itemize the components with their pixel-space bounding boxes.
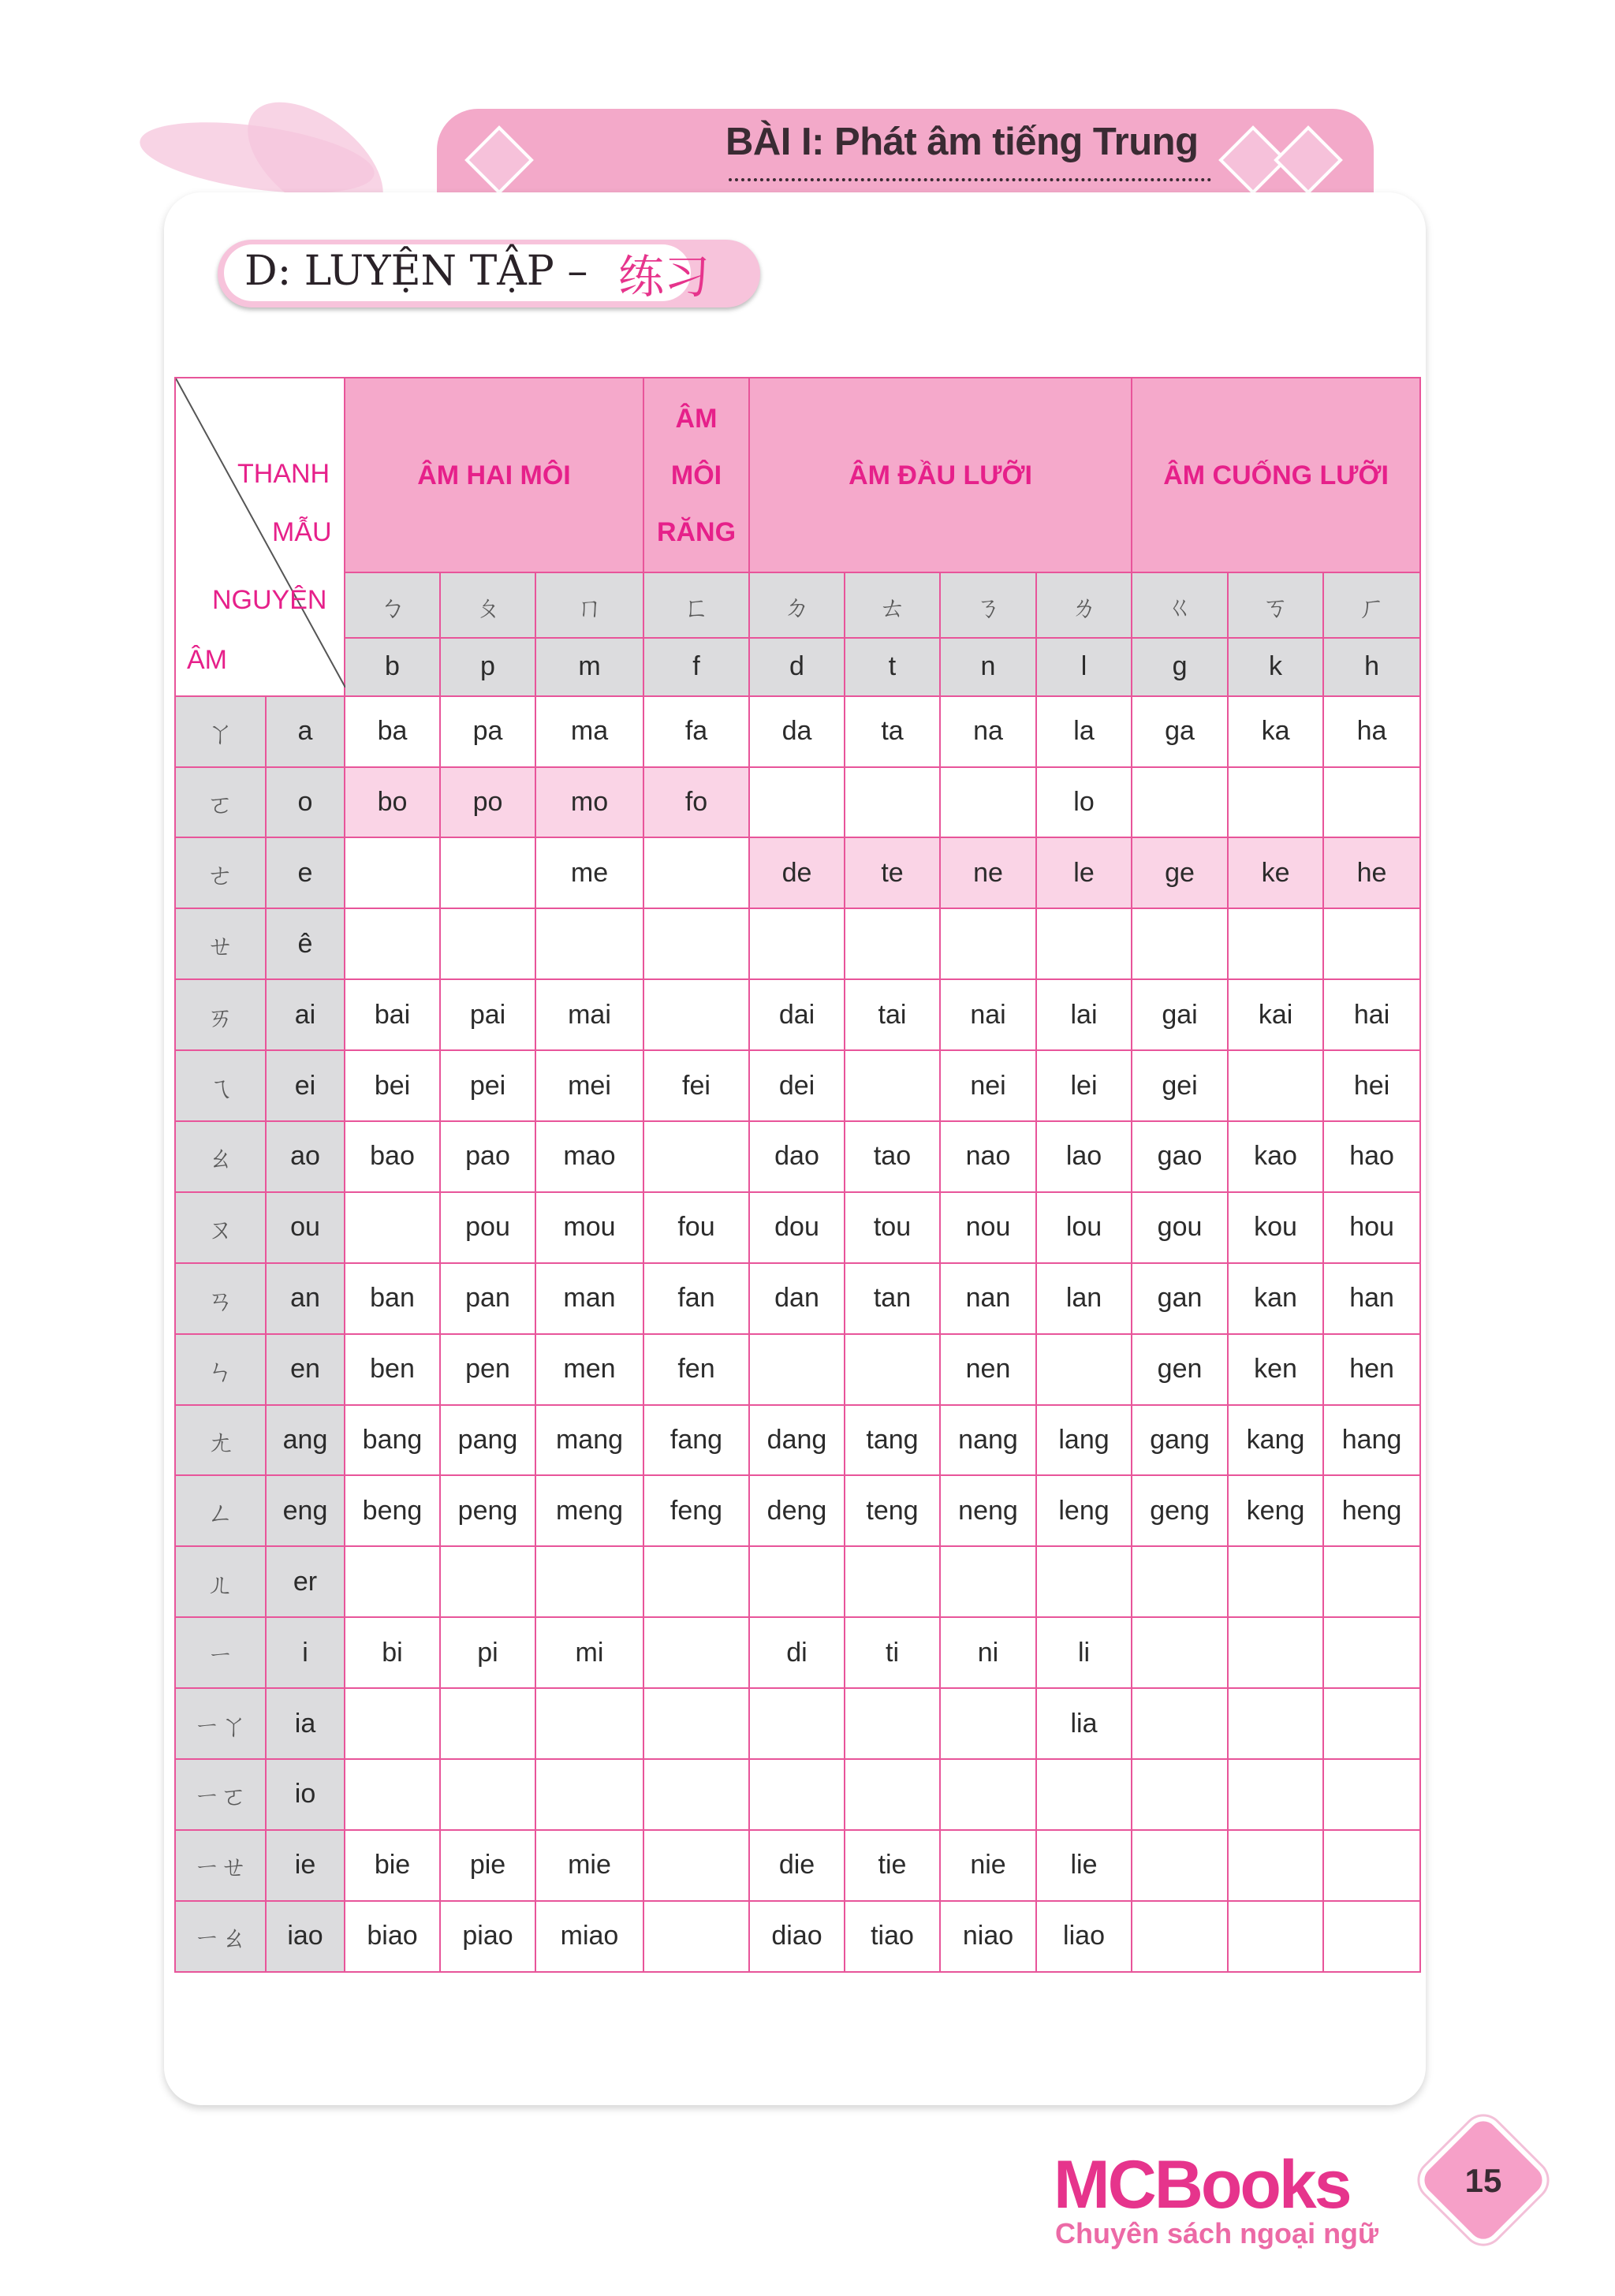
syllable-cell: nao bbox=[940, 1121, 1036, 1192]
syllable-cell: neng bbox=[940, 1475, 1036, 1546]
syllable-cell: ba bbox=[345, 696, 440, 767]
syllable-cell bbox=[535, 1759, 643, 1830]
syllable-cell: ha bbox=[1323, 696, 1420, 767]
syllable-cell: bang bbox=[345, 1405, 440, 1476]
syllable-cell: nai bbox=[940, 979, 1036, 1050]
syllable-cell bbox=[535, 908, 643, 979]
syllable-cell: tan bbox=[845, 1263, 940, 1334]
syllable-cell bbox=[749, 1759, 845, 1830]
syllable-cell bbox=[749, 908, 845, 979]
syllable-cell: fen bbox=[643, 1334, 749, 1405]
syllable-cell bbox=[845, 1050, 940, 1121]
final-zhuyin-cell: ㄦ bbox=[175, 1546, 266, 1617]
final-pinyin-cell: ei bbox=[266, 1050, 345, 1121]
syllable-cell: lang bbox=[1036, 1405, 1132, 1476]
syllable-cell: kai bbox=[1228, 979, 1323, 1050]
syllable-cell bbox=[1323, 767, 1420, 838]
syllable-cell: piao bbox=[440, 1901, 535, 1972]
syllable-cell bbox=[1228, 1050, 1323, 1121]
syllable-cell bbox=[1228, 1759, 1323, 1830]
syllable-cell: lai bbox=[1036, 979, 1132, 1050]
initial-zhuyin-cell: ㄏ bbox=[1323, 572, 1420, 637]
syllable-cell: deng bbox=[749, 1475, 845, 1546]
initial-pinyin-cell: l bbox=[1036, 638, 1132, 696]
syllable-cell bbox=[749, 767, 845, 838]
initial-zhuyin-cell: ㄍ bbox=[1132, 572, 1228, 637]
final-pinyin-cell: i bbox=[266, 1617, 345, 1688]
syllable-cell: peng bbox=[440, 1475, 535, 1546]
syllable-cell: fei bbox=[643, 1050, 749, 1121]
syllable-cell bbox=[1228, 908, 1323, 979]
syllable-cell: bao bbox=[345, 1121, 440, 1192]
syllable-cell: da bbox=[749, 696, 845, 767]
syllable-cell: hao bbox=[1323, 1121, 1420, 1192]
initial-pinyin-cell: d bbox=[749, 638, 845, 696]
syllable-cell bbox=[1323, 1617, 1420, 1688]
syllable-cell bbox=[1036, 1334, 1132, 1405]
final-zhuyin-cell: ㄧㄛ bbox=[175, 1759, 266, 1830]
table-row bbox=[175, 767, 1420, 838]
syllable-cell: ni bbox=[940, 1617, 1036, 1688]
syllable-cell bbox=[1132, 1901, 1228, 1972]
syllable-cell bbox=[440, 837, 535, 908]
final-pinyin-cell: io bbox=[266, 1759, 345, 1830]
initial-zhuyin-cell: ㄅ bbox=[345, 572, 440, 637]
final-zhuyin-cell: ㄡ bbox=[175, 1192, 266, 1263]
syllable-cell: biao bbox=[345, 1901, 440, 1972]
syllable-cell: kao bbox=[1228, 1121, 1323, 1192]
final-pinyin-cell: ang bbox=[266, 1405, 345, 1476]
group-header-labiodental bbox=[643, 378, 749, 572]
syllable-cell: mai bbox=[535, 979, 643, 1050]
final-zhuyin-cell: ㄠ bbox=[175, 1121, 266, 1192]
initial-zhuyin-cell: ㄈ bbox=[643, 572, 749, 637]
syllable-cell: ga bbox=[1132, 696, 1228, 767]
syllable-cell bbox=[1323, 908, 1420, 979]
syllable-cell bbox=[643, 1617, 749, 1688]
publisher-logo: MCBooks bbox=[1054, 2147, 1350, 2223]
table-row bbox=[175, 1617, 1420, 1688]
syllable-cell bbox=[535, 1688, 643, 1759]
syllable-cell: ta bbox=[845, 696, 940, 767]
initial-zhuyin-cell: ㄎ bbox=[1228, 572, 1323, 637]
final-zhuyin-cell: ㄧㄚ bbox=[175, 1688, 266, 1759]
final-pinyin-cell: eng bbox=[266, 1475, 345, 1546]
initial-zhuyin-cell: ㄌ bbox=[1036, 572, 1132, 637]
syllable-cell: ti bbox=[845, 1617, 940, 1688]
syllable-cell: keng bbox=[1228, 1475, 1323, 1546]
title-dotted-underline bbox=[729, 178, 1211, 181]
syllable-cell bbox=[345, 1546, 440, 1617]
syllable-cell: mie bbox=[535, 1830, 643, 1901]
syllable-cell: fang bbox=[643, 1405, 749, 1476]
syllable-cell: tao bbox=[845, 1121, 940, 1192]
table-row bbox=[175, 979, 1420, 1050]
pinyin-combination-table bbox=[174, 377, 1421, 1973]
table-row bbox=[175, 1901, 1420, 1972]
initial-zhuyin-cell: ㄆ bbox=[440, 572, 535, 637]
table-row bbox=[175, 1405, 1420, 1476]
syllable-cell: fo bbox=[643, 767, 749, 838]
syllable-cell bbox=[1323, 1901, 1420, 1972]
syllable-cell: feng bbox=[643, 1475, 749, 1546]
syllable-cell: lie bbox=[1036, 1830, 1132, 1901]
syllable-cell bbox=[1323, 1688, 1420, 1759]
initial-pinyin-cell: h bbox=[1323, 638, 1420, 696]
syllable-cell: mang bbox=[535, 1405, 643, 1476]
initial-pinyin-cell: g bbox=[1132, 638, 1228, 696]
final-zhuyin-cell: ㄤ bbox=[175, 1405, 266, 1476]
syllable-cell bbox=[845, 908, 940, 979]
table-row bbox=[175, 908, 1420, 979]
group-header-labiodental-line2: MÔI bbox=[670, 460, 722, 490]
initial-pinyin-cell: p bbox=[440, 638, 535, 696]
syllable-cell bbox=[345, 837, 440, 908]
syllable-cell: man bbox=[535, 1263, 643, 1334]
syllable-cell: dou bbox=[749, 1192, 845, 1263]
syllable-cell: hei bbox=[1323, 1050, 1420, 1121]
syllable-cell: lei bbox=[1036, 1050, 1132, 1121]
syllable-cell: mi bbox=[535, 1617, 643, 1688]
syllable-cell: bie bbox=[345, 1830, 440, 1901]
group-header-labiodental-line1: ÂM bbox=[675, 403, 718, 434]
syllable-cell: gan bbox=[1132, 1263, 1228, 1334]
syllable-cell: gao bbox=[1132, 1121, 1228, 1192]
syllable-cell bbox=[440, 1688, 535, 1759]
initial-pinyin-cell: b bbox=[345, 638, 440, 696]
syllable-cell bbox=[845, 1546, 940, 1617]
final-pinyin-cell: ai bbox=[266, 979, 345, 1050]
syllable-cell: lou bbox=[1036, 1192, 1132, 1263]
syllable-cell: kang bbox=[1228, 1405, 1323, 1476]
syllable-cell bbox=[643, 979, 749, 1050]
syllable-cell: ne bbox=[940, 837, 1036, 908]
syllable-cell: leng bbox=[1036, 1475, 1132, 1546]
syllable-cell: hang bbox=[1323, 1405, 1420, 1476]
table-row bbox=[175, 1050, 1420, 1121]
syllable-cell: pai bbox=[440, 979, 535, 1050]
syllable-cell: teng bbox=[845, 1475, 940, 1546]
syllable-cell bbox=[643, 1546, 749, 1617]
syllable-cell bbox=[749, 1546, 845, 1617]
syllable-cell: kou bbox=[1228, 1192, 1323, 1263]
syllable-cell bbox=[1036, 908, 1132, 979]
syllable-cell bbox=[1228, 1830, 1323, 1901]
corner-label-nguyen: NGUYÊN bbox=[212, 585, 327, 615]
syllable-cell: pi bbox=[440, 1617, 535, 1688]
syllable-cell bbox=[643, 1121, 749, 1192]
syllable-cell: gang bbox=[1132, 1405, 1228, 1476]
syllable-cell bbox=[345, 1759, 440, 1830]
section-heading: D: LUYỆN TẬP – bbox=[244, 248, 588, 295]
syllable-cell: tiao bbox=[845, 1901, 940, 1972]
final-zhuyin-cell: ㄟ bbox=[175, 1050, 266, 1121]
syllable-cell bbox=[535, 1546, 643, 1617]
syllable-cell bbox=[1228, 1546, 1323, 1617]
table-row bbox=[175, 1263, 1420, 1334]
syllable-cell bbox=[440, 1546, 535, 1617]
syllable-cell bbox=[1323, 1759, 1420, 1830]
initial-pinyin-cell: f bbox=[643, 638, 749, 696]
final-zhuyin-cell: ㄜ bbox=[175, 837, 266, 908]
final-pinyin-cell: ou bbox=[266, 1192, 345, 1263]
syllable-cell bbox=[1228, 1901, 1323, 1972]
table-row bbox=[175, 1192, 1420, 1263]
table-row bbox=[175, 696, 1420, 767]
syllable-cell: dao bbox=[749, 1121, 845, 1192]
syllable-cell: nie bbox=[940, 1830, 1036, 1901]
final-zhuyin-cell: ㄝ bbox=[175, 908, 266, 979]
syllable-cell: dan bbox=[749, 1263, 845, 1334]
final-pinyin-cell: ia bbox=[266, 1688, 345, 1759]
table-row bbox=[175, 1546, 1420, 1617]
syllable-cell: ge bbox=[1132, 837, 1228, 908]
final-zhuyin-cell: ㄧㄠ bbox=[175, 1901, 266, 1972]
syllable-cell: na bbox=[940, 696, 1036, 767]
syllable-cell bbox=[940, 1688, 1036, 1759]
syllable-cell: pen bbox=[440, 1334, 535, 1405]
final-pinyin-cell: ao bbox=[266, 1121, 345, 1192]
syllable-cell: han bbox=[1323, 1263, 1420, 1334]
syllable-cell bbox=[345, 908, 440, 979]
syllable-cell bbox=[345, 1192, 440, 1263]
syllable-cell: pao bbox=[440, 1121, 535, 1192]
syllable-cell: de bbox=[749, 837, 845, 908]
syllable-cell: lo bbox=[1036, 767, 1132, 838]
syllable-cell bbox=[845, 1759, 940, 1830]
syllable-cell bbox=[749, 1334, 845, 1405]
final-zhuyin-cell: ㄥ bbox=[175, 1475, 266, 1546]
initial-zhuyin-cell: ㄊ bbox=[845, 572, 940, 637]
initial-pinyin-cell: t bbox=[845, 638, 940, 696]
final-zhuyin-cell: ㄧ bbox=[175, 1617, 266, 1688]
syllable-cell: hai bbox=[1323, 979, 1420, 1050]
syllable-cell bbox=[1036, 1759, 1132, 1830]
final-zhuyin-cell: ㄢ bbox=[175, 1263, 266, 1334]
syllable-cell bbox=[1228, 1688, 1323, 1759]
syllable-cell: miao bbox=[535, 1901, 643, 1972]
syllable-cell bbox=[1228, 1617, 1323, 1688]
syllable-cell bbox=[345, 1688, 440, 1759]
syllable-cell: niao bbox=[940, 1901, 1036, 1972]
table-row bbox=[175, 1830, 1420, 1901]
syllable-cell: gou bbox=[1132, 1192, 1228, 1263]
syllable-cell: po bbox=[440, 767, 535, 838]
table-row bbox=[175, 1475, 1420, 1546]
syllable-cell: te bbox=[845, 837, 940, 908]
syllable-cell bbox=[1036, 1546, 1132, 1617]
syllable-cell bbox=[845, 767, 940, 838]
syllable-cell bbox=[845, 1334, 940, 1405]
syllable-cell: fan bbox=[643, 1263, 749, 1334]
syllable-cell: ma bbox=[535, 696, 643, 767]
syllable-cell: pie bbox=[440, 1830, 535, 1901]
initial-zhuyin-cell: ㄇ bbox=[535, 572, 643, 637]
syllable-cell: ben bbox=[345, 1334, 440, 1405]
syllable-cell: mo bbox=[535, 767, 643, 838]
final-zhuyin-cell: ㄣ bbox=[175, 1334, 266, 1405]
syllable-cell: bo bbox=[345, 767, 440, 838]
syllable-cell: tang bbox=[845, 1405, 940, 1476]
final-pinyin-cell: o bbox=[266, 767, 345, 838]
syllable-cell: ke bbox=[1228, 837, 1323, 908]
corner-label-mau: MẪU bbox=[272, 517, 332, 547]
syllable-cell bbox=[643, 1901, 749, 1972]
final-pinyin-cell: iao bbox=[266, 1901, 345, 1972]
syllable-cell: heng bbox=[1323, 1475, 1420, 1546]
syllable-cell bbox=[940, 908, 1036, 979]
syllable-cell: la bbox=[1036, 696, 1132, 767]
final-zhuyin-cell: ㄧㄝ bbox=[175, 1830, 266, 1901]
final-pinyin-cell: en bbox=[266, 1334, 345, 1405]
syllable-cell bbox=[1132, 1830, 1228, 1901]
syllable-cell: le bbox=[1036, 837, 1132, 908]
syllable-cell bbox=[440, 908, 535, 979]
initial-zhuyin-cell: ㄉ bbox=[749, 572, 845, 637]
syllable-cell: bi bbox=[345, 1617, 440, 1688]
syllable-cell bbox=[1132, 767, 1228, 838]
syllable-cell: he bbox=[1323, 837, 1420, 908]
syllable-cell: tie bbox=[845, 1830, 940, 1901]
final-zhuyin-cell: ㄞ bbox=[175, 979, 266, 1050]
syllable-cell: nen bbox=[940, 1334, 1036, 1405]
table-row bbox=[175, 837, 1420, 908]
initial-pinyin-cell: k bbox=[1228, 638, 1323, 696]
syllable-cell: ken bbox=[1228, 1334, 1323, 1405]
table-row bbox=[175, 1688, 1420, 1759]
corner-label-thanh: THANH bbox=[237, 459, 330, 489]
syllable-cell: dei bbox=[749, 1050, 845, 1121]
syllable-cell: dang bbox=[749, 1405, 845, 1476]
syllable-cell: mao bbox=[535, 1121, 643, 1192]
syllable-cell: gei bbox=[1132, 1050, 1228, 1121]
syllable-cell: mei bbox=[535, 1050, 643, 1121]
syllable-cell: di bbox=[749, 1617, 845, 1688]
syllable-cell: nan bbox=[940, 1263, 1036, 1334]
group-header-labiodental-line3: RĂNG bbox=[656, 516, 737, 547]
syllable-cell bbox=[643, 1830, 749, 1901]
syllable-cell: nang bbox=[940, 1405, 1036, 1476]
syllable-cell bbox=[940, 767, 1036, 838]
syllable-cell: pa bbox=[440, 696, 535, 767]
syllable-cell: hen bbox=[1323, 1334, 1420, 1405]
final-pinyin-cell: e bbox=[266, 837, 345, 908]
group-header-velar: ÂM CUỐNG LƯỠI bbox=[1132, 378, 1420, 572]
final-pinyin-cell: ê bbox=[266, 908, 345, 979]
table-row bbox=[175, 1759, 1420, 1830]
syllable-cell: me bbox=[535, 837, 643, 908]
syllable-cell: nou bbox=[940, 1192, 1036, 1263]
syllable-cell: beng bbox=[345, 1475, 440, 1546]
syllable-cell: bei bbox=[345, 1050, 440, 1121]
final-zhuyin-cell: ㄚ bbox=[175, 696, 266, 767]
syllable-cell: fou bbox=[643, 1192, 749, 1263]
syllable-cell bbox=[643, 908, 749, 979]
syllable-cell bbox=[440, 1759, 535, 1830]
syllable-cell: meng bbox=[535, 1475, 643, 1546]
table-row bbox=[175, 1334, 1420, 1405]
syllable-cell: geng bbox=[1132, 1475, 1228, 1546]
final-pinyin-cell: er bbox=[266, 1546, 345, 1617]
syllable-cell: dai bbox=[749, 979, 845, 1050]
corner-label-am: ÂM bbox=[187, 645, 227, 675]
syllable-cell: pei bbox=[440, 1050, 535, 1121]
initial-pinyin-cell: m bbox=[535, 638, 643, 696]
syllable-cell bbox=[1323, 1830, 1420, 1901]
syllable-cell: lia bbox=[1036, 1688, 1132, 1759]
syllable-cell: liao bbox=[1036, 1901, 1132, 1972]
final-pinyin-cell: ie bbox=[266, 1830, 345, 1901]
syllable-cell: pou bbox=[440, 1192, 535, 1263]
syllable-cell: diao bbox=[749, 1901, 845, 1972]
syllable-cell: die bbox=[749, 1830, 845, 1901]
syllable-cell: lao bbox=[1036, 1121, 1132, 1192]
final-pinyin-cell: a bbox=[266, 696, 345, 767]
syllable-cell: pan bbox=[440, 1263, 535, 1334]
syllable-cell bbox=[643, 837, 749, 908]
initial-pinyin-cell: n bbox=[940, 638, 1036, 696]
final-pinyin-cell: an bbox=[266, 1263, 345, 1334]
syllable-cell: men bbox=[535, 1334, 643, 1405]
syllable-cell bbox=[940, 1759, 1036, 1830]
syllable-cell bbox=[643, 1688, 749, 1759]
final-zhuyin-cell: ㄛ bbox=[175, 767, 266, 838]
syllable-cell bbox=[940, 1546, 1036, 1617]
syllable-cell bbox=[845, 1688, 940, 1759]
syllable-cell: pang bbox=[440, 1405, 535, 1476]
syllable-cell: gai bbox=[1132, 979, 1228, 1050]
table-corner-header bbox=[175, 378, 345, 696]
group-header-bilabial: ÂM HAI MÔI bbox=[345, 378, 643, 572]
syllable-cell: tou bbox=[845, 1192, 940, 1263]
syllable-cell: li bbox=[1036, 1617, 1132, 1688]
syllable-cell: fa bbox=[643, 696, 749, 767]
publisher-tagline: Chuyên sách ngoại ngữ bbox=[1055, 2217, 1379, 2249]
syllable-cell bbox=[1323, 1546, 1420, 1617]
syllable-cell bbox=[1132, 1546, 1228, 1617]
page-number: 15 bbox=[1464, 2162, 1502, 2199]
syllable-cell: ka bbox=[1228, 696, 1323, 767]
syllable-cell bbox=[1132, 908, 1228, 979]
syllable-cell bbox=[1132, 1617, 1228, 1688]
syllable-cell bbox=[1132, 1759, 1228, 1830]
syllable-cell: mou bbox=[535, 1192, 643, 1263]
syllable-cell: bai bbox=[345, 979, 440, 1050]
syllable-cell: gen bbox=[1132, 1334, 1228, 1405]
syllable-cell: kan bbox=[1228, 1263, 1323, 1334]
syllable-cell: ban bbox=[345, 1263, 440, 1334]
group-header-alveolar: ÂM ĐẦU LƯỠI bbox=[749, 378, 1132, 572]
syllable-cell bbox=[643, 1759, 749, 1830]
initial-zhuyin-cell: ㄋ bbox=[940, 572, 1036, 637]
table-row bbox=[175, 1121, 1420, 1192]
syllable-cell: nei bbox=[940, 1050, 1036, 1121]
syllable-cell: tai bbox=[845, 979, 940, 1050]
syllable-cell: hou bbox=[1323, 1192, 1420, 1263]
section-heading-chinese: 练习 bbox=[618, 252, 711, 303]
syllable-cell: lan bbox=[1036, 1263, 1132, 1334]
lesson-title: BÀI I: Phát âm tiếng Trung bbox=[725, 121, 1199, 163]
syllable-cell bbox=[1132, 1688, 1228, 1759]
syllable-cell bbox=[749, 1688, 845, 1759]
syllable-cell bbox=[1228, 767, 1323, 838]
